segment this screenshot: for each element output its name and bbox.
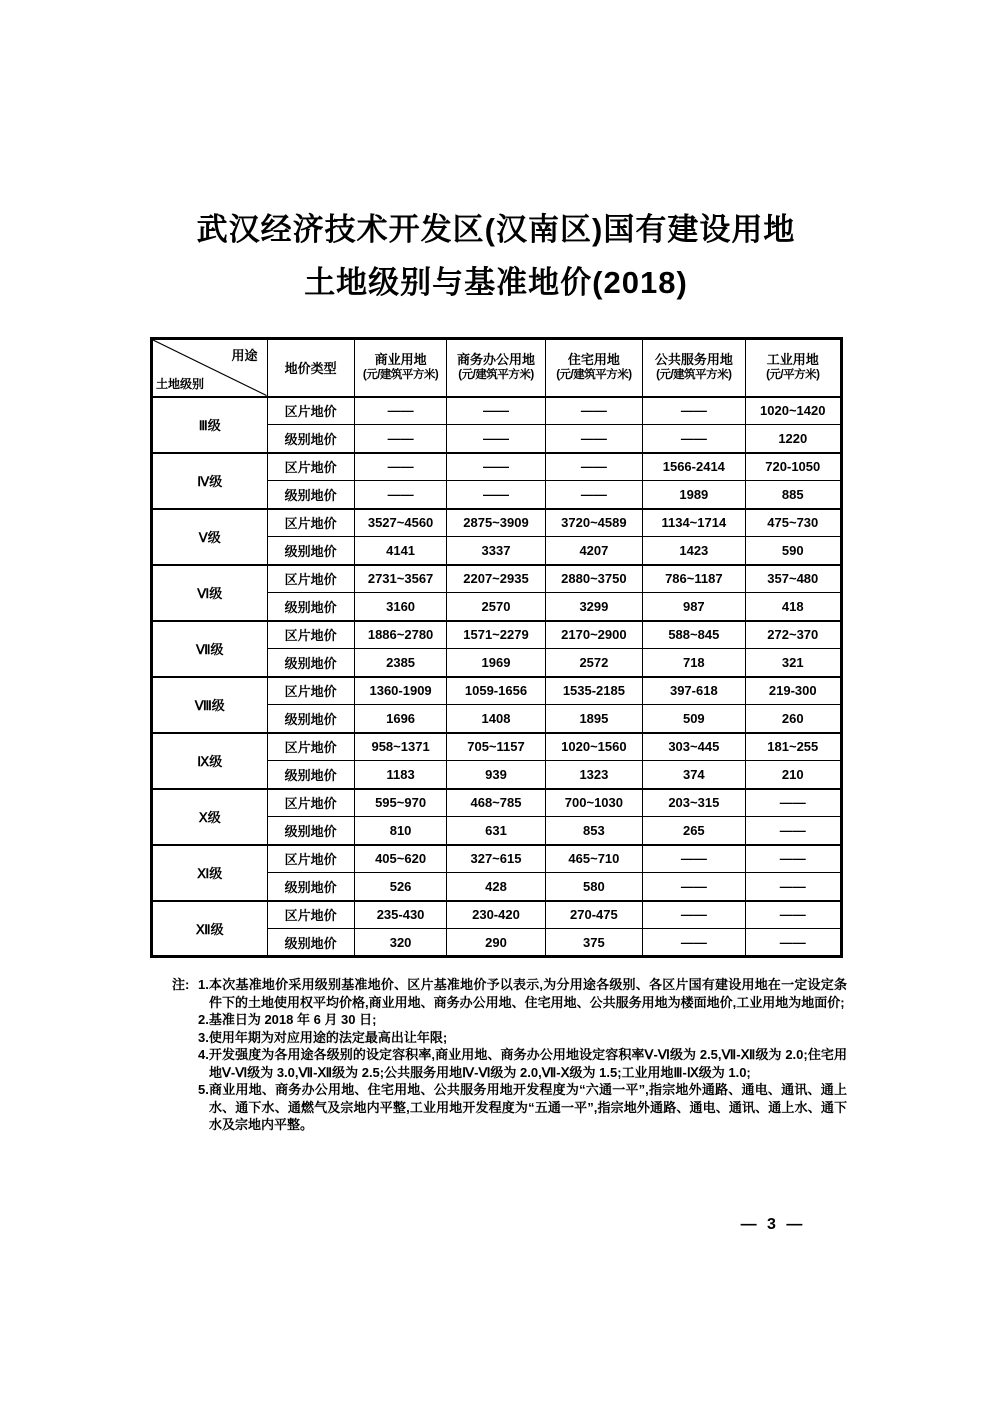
column-unit: (元/建筑平方米) (458, 369, 534, 382)
note-number: 2. (198, 1012, 209, 1027)
price-cell: 786~1187 (643, 565, 745, 593)
price-cell: 1059-1656 (447, 677, 545, 705)
column-unit: (元/建筑平方米) (656, 369, 732, 382)
table-row (152, 677, 842, 705)
grade-cell: Ⅷ级 (152, 677, 268, 733)
price-cell: 810 (354, 817, 446, 845)
price-cell: 1408 (447, 705, 545, 733)
price-cell: 590 (745, 537, 841, 565)
price-cell: 885 (745, 481, 841, 509)
table-row (152, 565, 842, 593)
note-number: 3. (198, 1029, 209, 1045)
price-cell: 321 (745, 649, 841, 677)
price-cell: 465~710 (545, 845, 642, 873)
column-header-commercial (354, 339, 446, 397)
row-type-cell: 区片地价 (267, 509, 354, 537)
column-label: 公共服务用地 (654, 352, 733, 368)
column-label: 工业用地 (766, 352, 819, 368)
price-cell: 272~370 (745, 621, 841, 649)
price-cell: 1020~1560 (545, 733, 642, 761)
table-row (152, 789, 842, 817)
price-cell: 526 (354, 873, 446, 901)
price-cell: 705~1157 (447, 733, 545, 761)
grade-cell: Ⅻ级 (152, 901, 268, 957)
price-cell: —— (354, 453, 446, 481)
price-cell: 327~615 (447, 845, 545, 873)
table-row (152, 509, 842, 537)
price-cell: —— (447, 397, 545, 425)
price-cell: 939 (447, 761, 545, 789)
column-label: 住宅用地 (567, 352, 620, 368)
notes-prefix: 注: (172, 977, 190, 992)
price-cell: 1571~2279 (447, 621, 545, 649)
price-cell: 1360-1909 (354, 677, 446, 705)
price-cell: 958~1371 (354, 733, 446, 761)
price-cell: 320 (354, 929, 446, 957)
price-cell: —— (643, 845, 745, 873)
row-type-cell: 区片地价 (267, 901, 354, 929)
price-cell: 303~445 (643, 733, 745, 761)
price-cell: 3527~4560 (354, 509, 446, 537)
row-type-cell: 区片地价 (267, 453, 354, 481)
price-cell: 3160 (354, 593, 446, 621)
price-cell: 1323 (545, 761, 642, 789)
price-cell: —— (643, 425, 745, 453)
column-header-residential (545, 339, 642, 397)
note-text: 基准日为 2018 年 6 月 30 日; (208, 1012, 377, 1027)
table-row (152, 901, 842, 929)
price-cell: 397-618 (643, 677, 745, 705)
price-cell: 405~620 (354, 845, 446, 873)
column-header-public-service (643, 339, 745, 397)
corner-label-usage: 用途 (231, 348, 258, 363)
price-cell: 718 (643, 649, 745, 677)
table-row (152, 453, 842, 481)
price-cell: —— (745, 845, 841, 873)
price-cell: —— (745, 929, 841, 957)
column-header-industrial (745, 339, 841, 397)
price-cell: —— (643, 397, 745, 425)
grade-cell: Ⅺ级 (152, 845, 268, 901)
column-unit: (元/平方米) (766, 369, 820, 382)
price-cell: 375 (545, 929, 642, 957)
note-text: 本次基准地价采用级别基准地价、区片基准地价予以表示,为分用途各级别、各区片国有建设用地在一定设定条件下的土地使用权平均价格,商业用地、商务办公用地、住宅用地、公共服务用地为楼面地价,工业用地为地面价; (208, 977, 847, 1010)
price-cell: 4207 (545, 537, 642, 565)
note-number: 4. (198, 1047, 209, 1062)
row-type-cell: 级别地价 (267, 649, 354, 677)
price-cell: 468~785 (447, 789, 545, 817)
price-cell: 3299 (545, 593, 642, 621)
price-cell: —— (545, 425, 642, 453)
price-cell: 203~315 (643, 789, 745, 817)
corner-label-land-grade: 土地级别 (156, 376, 205, 391)
price-cell: —— (745, 789, 841, 817)
price-cell: 1423 (643, 537, 745, 565)
price-cell: 720-1050 (745, 453, 841, 481)
price-cell: 290 (447, 929, 545, 957)
price-cell: —— (354, 425, 446, 453)
note-item-3 (198, 1029, 847, 1047)
price-cell: —— (545, 453, 642, 481)
price-cell: 588~845 (643, 621, 745, 649)
row-type-cell: 级别地价 (267, 817, 354, 845)
table-row (152, 845, 842, 873)
price-cell: 3337 (447, 537, 545, 565)
row-type-cell: 级别地价 (267, 537, 354, 565)
note-number: 1. (198, 977, 209, 992)
note-item-2 (198, 1011, 847, 1029)
price-cell: —— (745, 901, 841, 929)
price-cell: —— (643, 929, 745, 957)
price-cell: 2170~2900 (545, 621, 642, 649)
price-cell: —— (447, 425, 545, 453)
row-type-cell: 区片地价 (267, 845, 354, 873)
row-type-cell: 级别地价 (267, 593, 354, 621)
price-cell: 235-430 (354, 901, 446, 929)
price-cell: —— (545, 481, 642, 509)
title-line-2: 土地级别与基准地价(2018) (304, 265, 688, 300)
price-cell: 1020~1420 (745, 397, 841, 425)
column-unit: (元/建筑平方米) (556, 369, 632, 382)
price-cell: 357~480 (745, 565, 841, 593)
price-cell: 853 (545, 817, 642, 845)
grade-cell: Ⅳ级 (152, 453, 268, 509)
price-cell: 1895 (545, 705, 642, 733)
grade-cell: Ⅲ级 (152, 397, 268, 453)
row-type-cell: 区片地价 (267, 677, 354, 705)
price-cell: 2207~2935 (447, 565, 545, 593)
note-number: 5. (198, 1082, 209, 1097)
price-cell: 230-420 (447, 901, 545, 929)
price-cell: 219-300 (745, 677, 841, 705)
price-cell: 265 (643, 817, 745, 845)
column-header-business-office (447, 339, 545, 397)
grade-cell: Ⅶ级 (152, 621, 268, 677)
price-cell: 987 (643, 593, 745, 621)
price-cell: 3720~4589 (545, 509, 642, 537)
table-header-row (152, 339, 842, 397)
price-cell: 2880~3750 (545, 565, 642, 593)
price-cell: 1696 (354, 705, 446, 733)
price-cell: 1566-2414 (643, 453, 745, 481)
land-price-table (150, 337, 843, 958)
page-number: — 3 — (740, 1216, 806, 1233)
row-type-cell: 级别地价 (267, 761, 354, 789)
price-cell: 1220 (745, 425, 841, 453)
page-title (0, 203, 992, 309)
row-type-cell: 级别地价 (267, 425, 354, 453)
note-item-1 (198, 976, 847, 1011)
table-row (152, 621, 842, 649)
price-cell: —— (447, 453, 545, 481)
price-cell: 595~970 (354, 789, 446, 817)
row-type-cell: 区片地价 (267, 733, 354, 761)
row-type-cell: 区片地价 (267, 397, 354, 425)
price-cell: 210 (745, 761, 841, 789)
notes-section (172, 976, 847, 1134)
note-text: 使用年期为对应用途的法定最高出让年限; (208, 1029, 448, 1045)
price-cell: 181~255 (745, 733, 841, 761)
price-cell: 270-475 (545, 901, 642, 929)
price-cell: —— (643, 901, 745, 929)
price-cell: 700~1030 (545, 789, 642, 817)
price-cell: —— (545, 397, 642, 425)
price-cell: 1134~1714 (643, 509, 745, 537)
row-type-cell: 级别地价 (267, 481, 354, 509)
row-type-cell: 级别地价 (267, 873, 354, 901)
price-cell: 4141 (354, 537, 446, 565)
grade-cell: Ⅸ级 (152, 733, 268, 789)
price-cell: —— (745, 873, 841, 901)
row-type-cell: 区片地价 (267, 565, 354, 593)
price-cell: 509 (643, 705, 745, 733)
price-cell: 1183 (354, 761, 446, 789)
price-cell: 475~730 (745, 509, 841, 537)
price-cell: —— (447, 481, 545, 509)
row-type-cell: 级别地价 (267, 705, 354, 733)
price-cell: 2570 (447, 593, 545, 621)
price-cell: 2875~3909 (447, 509, 545, 537)
price-cell: 428 (447, 873, 545, 901)
price-cell: 580 (545, 873, 642, 901)
price-cell: —— (354, 397, 446, 425)
note-text: 商业用地、商务办公用地、住宅用地、公共服务用地开发程度为“六通一平”,指宗地外通路、通电、通讯、通上水、通下水、通燃气及宗地内平整,工业用地开发程度为“五通一平”,指宗地外通路、通电、通讯、通上水、通下水及宗地内平整。 (208, 1082, 847, 1132)
grade-cell: Ⅵ级 (152, 565, 268, 621)
row-type-cell: 级别地价 (267, 929, 354, 957)
price-cell: 260 (745, 705, 841, 733)
price-cell: 1886~2780 (354, 621, 446, 649)
title-line-1: 武汉经济技术开发区(汉南区)国有建设用地 (196, 212, 796, 247)
price-cell: —— (354, 481, 446, 509)
table-row (152, 733, 842, 761)
price-cell: 1535-2185 (545, 677, 642, 705)
note-item-4 (198, 1046, 847, 1081)
price-cell: 631 (447, 817, 545, 845)
price-cell: —— (745, 817, 841, 845)
column-label: 商业用地 (374, 352, 427, 368)
price-cell: 1969 (447, 649, 545, 677)
grade-cell: Ⅹ级 (152, 789, 268, 845)
corner-header-cell (152, 339, 268, 397)
note-text: 开发强度为各用途各级别的设定容积率,商业用地、商务办公用地设定容积率Ⅴ-Ⅵ级为 2.5,Ⅶ-Ⅻ级为 2.0;住宅用地Ⅴ-Ⅵ级为 3.0,Ⅶ-Ⅻ级为 2.5;公共服务用地Ⅳ-Ⅵ级为 2.0,Ⅶ-Ⅹ级为 1.5;工业用地Ⅲ-Ⅸ级为 1.0; (208, 1047, 847, 1080)
price-cell: 418 (745, 593, 841, 621)
price-cell: 2572 (545, 649, 642, 677)
row-type-cell: 区片地价 (267, 621, 354, 649)
column-unit: (元/建筑平方米) (362, 369, 439, 382)
price-cell: —— (643, 873, 745, 901)
note-item-5 (198, 1081, 847, 1134)
table-row (152, 397, 842, 425)
row-type-cell: 区片地价 (267, 789, 354, 817)
price-cell: 2731~3567 (354, 565, 446, 593)
price-cell: 374 (643, 761, 745, 789)
column-label: 商务办公用地 (456, 352, 535, 368)
price-type-header: 地价类型 (267, 339, 354, 397)
price-cell: 2385 (354, 649, 446, 677)
price-cell: 1989 (643, 481, 745, 509)
grade-cell: Ⅴ级 (152, 509, 268, 565)
